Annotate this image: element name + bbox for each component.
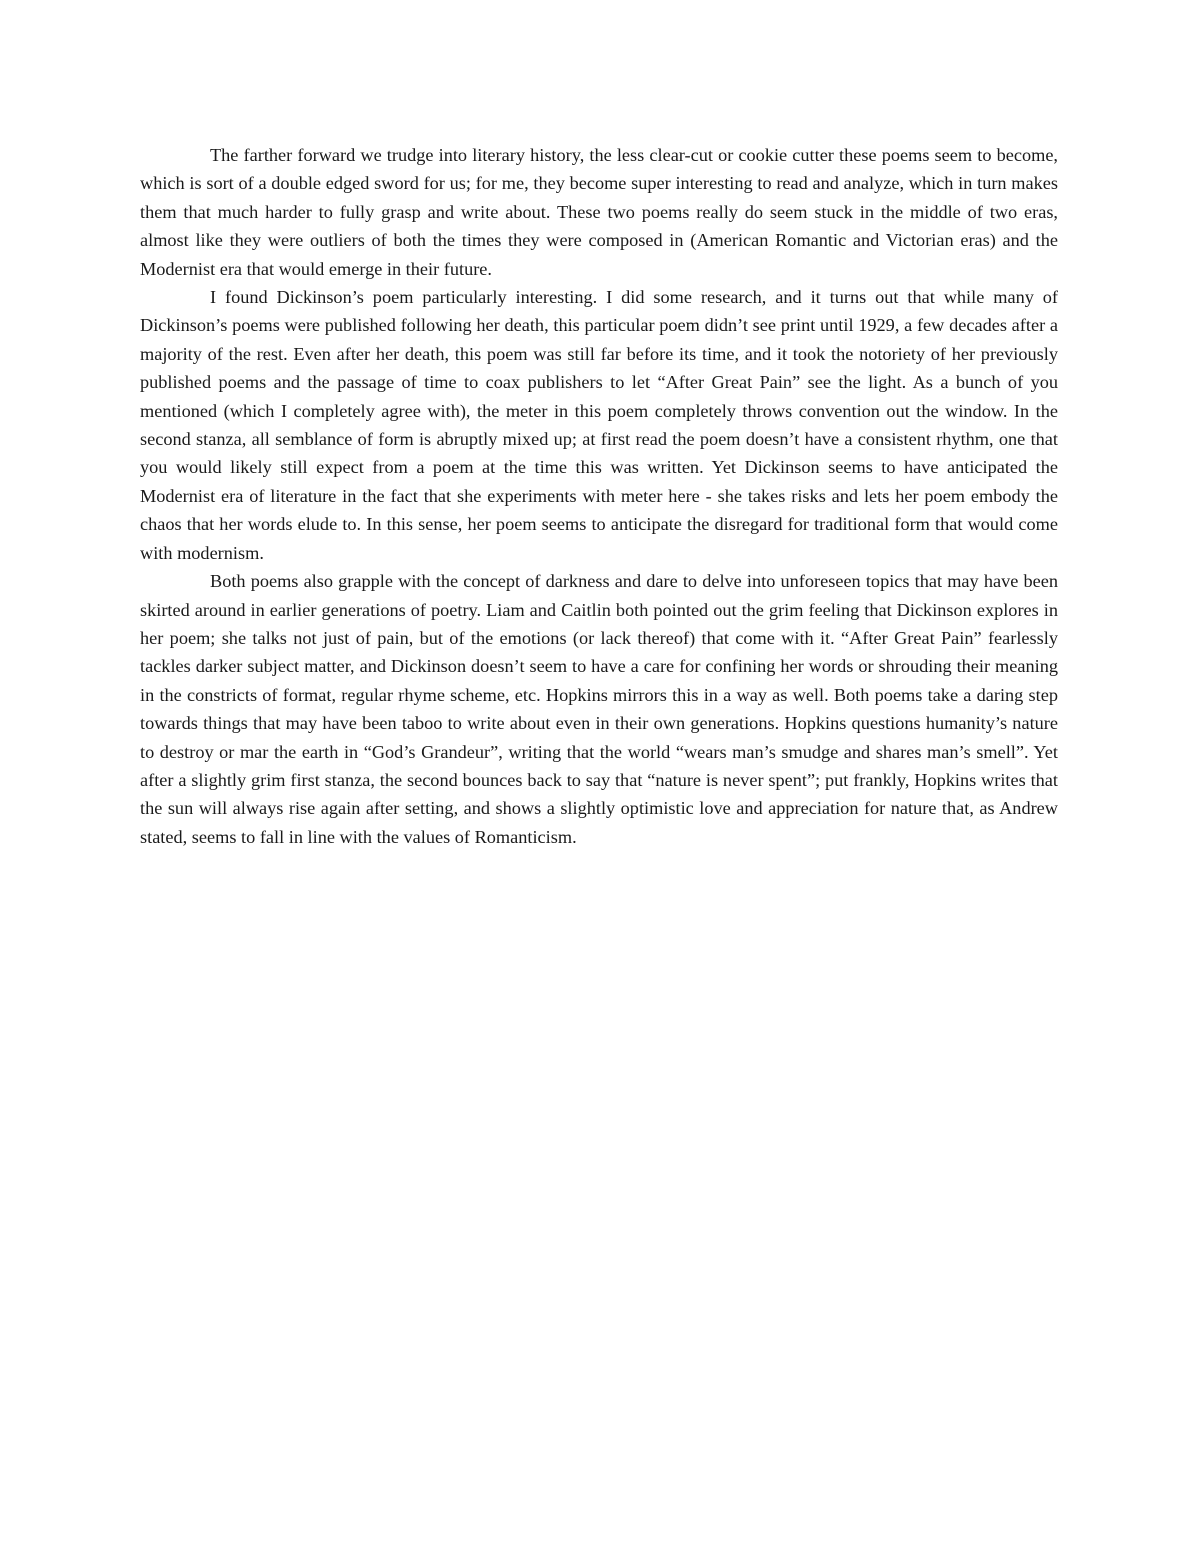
paragraph-2: I found Dickinson’s poem particularly interesting. I did some research, and it turns out that while many of Dickinson’s poems were published following her death, this particular poem didn’t see print until 1929, a few decades after a majority of the rest. Even after her death, this poem was still far before its time, and it took the notoriety of her previously published poems and the passage of time to coax publishers to let “After Great Pain” see the light. As a bunch of you mentioned (which I completely agree with), the meter in this poem completely throws convention out the window. In the second stanza, all semblance of form is abruptly mixed up; at first read the poem doesn’t have a consistent rhythm, one that you would likely still expect from a poem at the time this was written. Yet Dickinson seems to have anticipated the Modernist era of literature in the fact that she experiments with meter here - she takes risks and lets her poem embody the chaos that her words elude to. In this sense, her poem seems to anticipate the disregard for traditional form that would come with modernism. xyxy=(140,287,1058,563)
paragraph-3: Both poems also grapple with the concept of darkness and dare to delve into unforeseen topics that may have been skirted around in earlier generations of poetry. Liam and Caitlin both pointed out the grim feeling that Dickinson explores in her poem; she talks not just of pain, but of the emotions (or lack thereof) that come with it. “After Great Pain” fearlessly tackles darker subject matter, and Dickinson doesn’t seem to have a care for confining her words or shrouding their meaning in the constricts of format, regular rhyme scheme, etc. Hopkins mirrors this in a way as well. Both poems take a daring step towards things that may have been taboo to write about even in their own generations. Hopkins questions humanity’s nature to destroy or mar the earth in “God’s Grandeur”, writing that the world “wears man’s smudge and shares man’s smell”. Yet after a slightly grim first stanza, the second bounces back to say that “nature is never spent”; put frankly, Hopkins writes that the sun will always rise again after setting, and shows a slightly optimistic love and appreciation for nature that, as Andrew stated, seems to fall in line with the values of Romanticism. xyxy=(140,571,1058,847)
paragraph-1: The farther forward we trudge into literary history, the less clear-cut or cookie cutter these poems seem to become, which is sort of a double edged sword for us; for me, they become super interesting to read and analyze, which in turn makes them that much harder to fully grasp and write about. These two poems really do seem stuck in the middle of two eras, almost like they were outliers of both the times they were composed in (American Romantic and Victorian eras) and the Modernist era that would emerge in their future. xyxy=(140,145,1058,279)
document-body xyxy=(140,141,1058,851)
